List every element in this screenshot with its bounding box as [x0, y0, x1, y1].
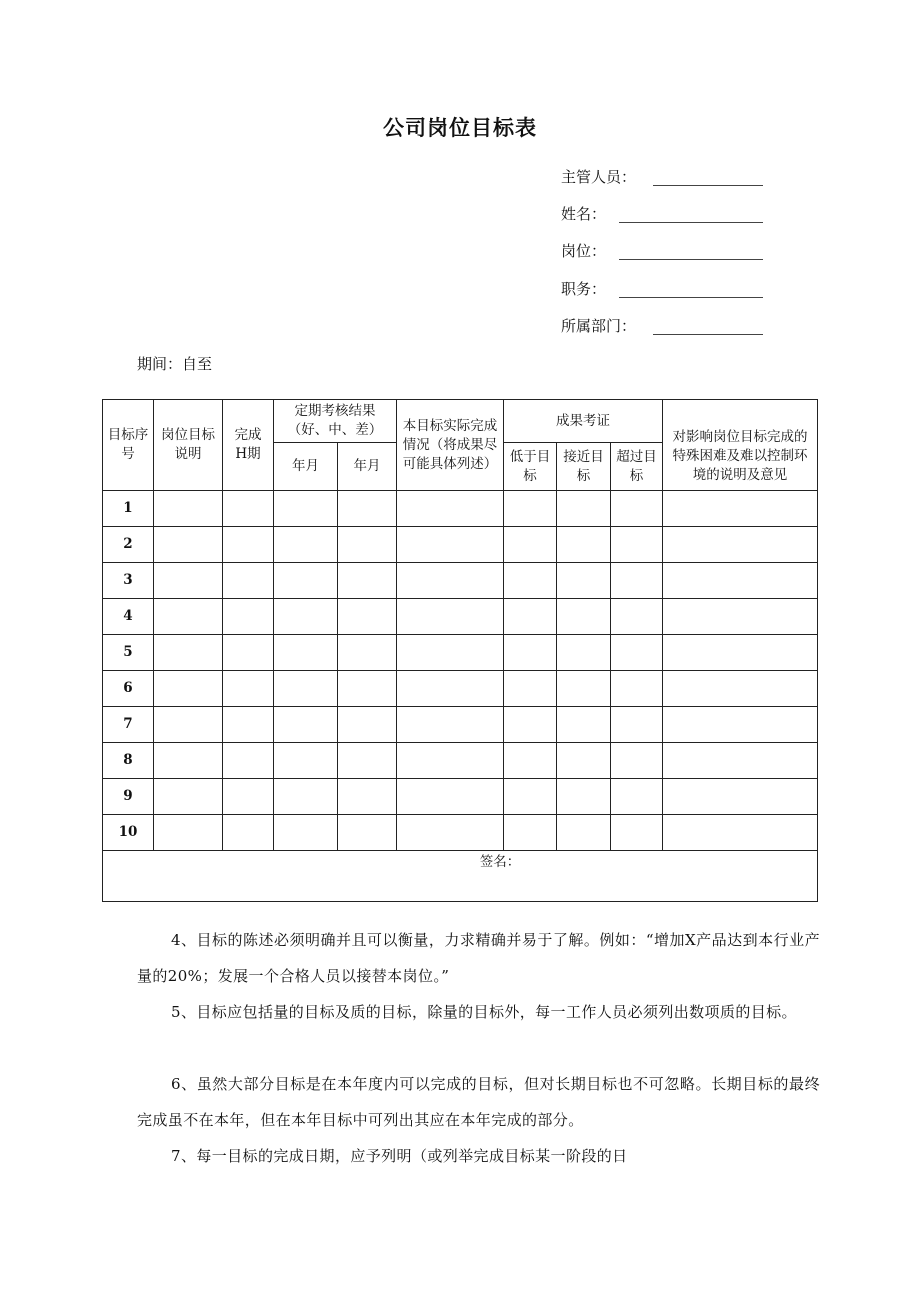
- goal-table: [102, 399, 818, 902]
- cell-ym1[interactable]: [274, 563, 338, 599]
- header-evidence: 成果考证: [504, 400, 663, 443]
- row-number: 3: [103, 563, 154, 599]
- header-date: 完成H期: [223, 400, 274, 491]
- cell-actual[interactable]: [397, 599, 504, 635]
- period-text: 期间：自至: [137, 355, 213, 373]
- cell-desc[interactable]: [154, 743, 223, 779]
- cell-remarks[interactable]: [663, 707, 818, 743]
- cell-near[interactable]: [557, 671, 611, 707]
- table-row: [103, 491, 818, 527]
- name-line[interactable]: [619, 222, 763, 223]
- cell-ym2[interactable]: [338, 815, 397, 851]
- cell-ym2[interactable]: [338, 491, 397, 527]
- cell-desc[interactable]: [154, 671, 223, 707]
- paragraph-5: 5、目标应包括量的目标及质的目标，除量的目标外，每一工作人员必须列出数项质的目标。: [171, 1003, 797, 1021]
- header-periodic: 定期考核结果（好、中、差）: [274, 400, 397, 443]
- cell-ym2[interactable]: [338, 779, 397, 815]
- cell-near[interactable]: [557, 707, 611, 743]
- row-number: 8: [103, 743, 154, 779]
- cell-remarks[interactable]: [663, 563, 818, 599]
- row-number: 5: [103, 635, 154, 671]
- cell-actual[interactable]: [397, 743, 504, 779]
- cell-remarks[interactable]: [663, 743, 818, 779]
- cell-exceed[interactable]: [611, 635, 663, 671]
- cell-exceed[interactable]: [611, 599, 663, 635]
- cell-below[interactable]: [504, 635, 557, 671]
- table-row: [103, 635, 818, 671]
- cell-ym2[interactable]: [338, 599, 397, 635]
- cell-near[interactable]: [557, 815, 611, 851]
- cell-below[interactable]: [504, 599, 557, 635]
- cell-date[interactable]: [223, 527, 274, 563]
- cell-remarks[interactable]: [663, 599, 818, 635]
- header-desc: 岗位目标说明: [154, 400, 223, 491]
- cell-remarks[interactable]: [663, 491, 818, 527]
- department-line[interactable]: [653, 334, 763, 335]
- table-row: [103, 743, 818, 779]
- cell-exceed[interactable]: [611, 491, 663, 527]
- cell-ym2[interactable]: [338, 743, 397, 779]
- table-row: [103, 815, 818, 851]
- cell-exceed[interactable]: [611, 743, 663, 779]
- cell-ym1[interactable]: [274, 815, 338, 851]
- page-title: 公司岗位目标表: [383, 116, 537, 140]
- cell-desc[interactable]: [154, 707, 223, 743]
- cell-below[interactable]: [504, 779, 557, 815]
- cell-actual[interactable]: [397, 635, 504, 671]
- cell-ym1[interactable]: [274, 599, 338, 635]
- cell-near[interactable]: [557, 599, 611, 635]
- row-number: 9: [103, 779, 154, 815]
- duty-line[interactable]: [619, 297, 763, 298]
- cell-ym1[interactable]: [274, 671, 338, 707]
- header-exceed: 超过目标: [611, 443, 663, 491]
- cell-below[interactable]: [504, 815, 557, 851]
- cell-actual[interactable]: [397, 779, 504, 815]
- cell-actual[interactable]: [397, 491, 504, 527]
- cell-date[interactable]: [223, 743, 274, 779]
- cell-exceed[interactable]: [611, 707, 663, 743]
- cell-desc[interactable]: [154, 779, 223, 815]
- cell-ym2[interactable]: [338, 563, 397, 599]
- cell-ym1[interactable]: [274, 635, 338, 671]
- cell-below[interactable]: [504, 491, 557, 527]
- signature-label: 签名：: [479, 854, 521, 870]
- cell-ym2[interactable]: [338, 635, 397, 671]
- cell-near[interactable]: [557, 635, 611, 671]
- cell-desc[interactable]: [154, 563, 223, 599]
- row-number: 4: [103, 599, 154, 635]
- cell-near[interactable]: [557, 491, 611, 527]
- cell-date[interactable]: [223, 779, 274, 815]
- cell-actual[interactable]: [397, 707, 504, 743]
- cell-exceed[interactable]: [611, 527, 663, 563]
- cell-exceed[interactable]: [611, 563, 663, 599]
- table-row: [103, 671, 818, 707]
- cell-below[interactable]: [504, 743, 557, 779]
- department-label: 所属部门：: [561, 317, 637, 335]
- supervisor-line[interactable]: [653, 185, 763, 186]
- cell-date[interactable]: [223, 599, 274, 635]
- row-number: 6: [103, 671, 154, 707]
- cell-ym1[interactable]: [274, 779, 338, 815]
- header-below: 低于目标: [504, 443, 557, 491]
- cell-exceed[interactable]: [611, 815, 663, 851]
- cell-date[interactable]: [223, 815, 274, 851]
- cell-desc[interactable]: [154, 491, 223, 527]
- cell-remarks[interactable]: [663, 635, 818, 671]
- position-label: 岗位：: [561, 242, 607, 260]
- cell-ym1[interactable]: [274, 527, 338, 563]
- signature-cell[interactable]: [103, 851, 818, 902]
- cell-date[interactable]: [223, 635, 274, 671]
- header-actual: 本目标实际完成情况（将成果尽可能具体列述）: [397, 400, 504, 491]
- cell-actual[interactable]: [397, 563, 504, 599]
- header-seq: 目标序号: [103, 400, 154, 491]
- cell-date[interactable]: [223, 491, 274, 527]
- cell-remarks[interactable]: [663, 815, 818, 851]
- cell-ym1[interactable]: [274, 707, 338, 743]
- cell-actual[interactable]: [397, 815, 504, 851]
- table-row: [103, 779, 818, 815]
- cell-near[interactable]: [557, 779, 611, 815]
- table-row: [103, 527, 818, 563]
- cell-desc[interactable]: [154, 599, 223, 635]
- row-number: 7: [103, 707, 154, 743]
- cell-remarks[interactable]: [663, 671, 818, 707]
- cell-below[interactable]: [504, 707, 557, 743]
- cell-desc[interactable]: [154, 527, 223, 563]
- duty-label: 职务：: [561, 280, 607, 298]
- table-row: [103, 707, 818, 743]
- paragraph-4: 4、目标的陈述必须明确并且可以衡量，力求精确并易于了解。例如：“增加X产品达到本行业产量的20%；发展一个合格人员以接替本岗位。”: [137, 931, 820, 985]
- table-row: [103, 599, 818, 635]
- cell-ym2[interactable]: [338, 707, 397, 743]
- cell-below[interactable]: [504, 563, 557, 599]
- cell-below[interactable]: [504, 671, 557, 707]
- cell-desc[interactable]: [154, 815, 223, 851]
- cell-actual[interactable]: [397, 527, 504, 563]
- row-number: 1: [103, 491, 154, 527]
- cell-date[interactable]: [223, 671, 274, 707]
- position-line[interactable]: [619, 259, 763, 260]
- header-ym2: 年月: [338, 443, 397, 491]
- cell-exceed[interactable]: [611, 671, 663, 707]
- cell-remarks[interactable]: [663, 527, 818, 563]
- paragraph-6: 6、虽然大部分目标是在本年度内可以完成的目标，但对长期目标也不可忽略。长期目标的最终完成虽不在本年，但在本年目标中可列出其应在本年完成的部分。: [137, 1075, 820, 1129]
- cell-ym1[interactable]: [274, 743, 338, 779]
- cell-ym1[interactable]: [274, 491, 338, 527]
- cell-date[interactable]: [223, 563, 274, 599]
- header-near: 接近目标: [557, 443, 611, 491]
- row-number: 2: [103, 527, 154, 563]
- cell-near[interactable]: [557, 563, 611, 599]
- supervisor-label: 主管人员：: [561, 168, 637, 186]
- table-row: [103, 563, 818, 599]
- cell-actual[interactable]: [397, 671, 504, 707]
- paragraph-7: 7、每一目标的完成日期，应予列明（或列举完成目标某一阶段的日: [171, 1147, 628, 1165]
- row-number: 10: [103, 815, 154, 851]
- goal-rows: [103, 491, 818, 851]
- cell-near[interactable]: [557, 743, 611, 779]
- header-ym1: 年月: [274, 443, 338, 491]
- cell-remarks[interactable]: [663, 779, 818, 815]
- cell-ym2[interactable]: [338, 527, 397, 563]
- cell-exceed[interactable]: [611, 779, 663, 815]
- header-remarks: 对影响岗位目标完成的特殊困难及难以控制环境的说明及意见: [663, 400, 818, 491]
- name-label: 姓名：: [561, 205, 607, 223]
- cell-ym2[interactable]: [338, 671, 397, 707]
- cell-near[interactable]: [557, 527, 611, 563]
- cell-below[interactable]: [504, 527, 557, 563]
- cell-date[interactable]: [223, 707, 274, 743]
- cell-desc[interactable]: [154, 635, 223, 671]
